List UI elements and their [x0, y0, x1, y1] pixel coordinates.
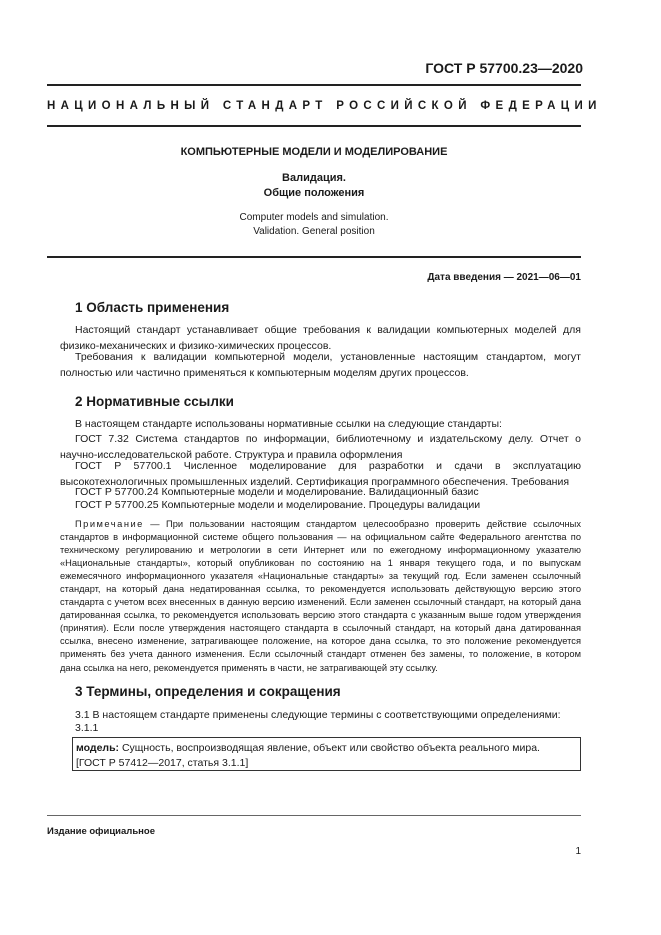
- document-title: КОМПЬЮТЕРНЫЕ МОДЕЛИ И МОДЕЛИРОВАНИЕ: [180, 146, 448, 158]
- section-1-heading: 1 Область применения: [75, 300, 230, 315]
- definition-text: Сущность, воспроизводящая явление, объект или свойство объекта реального мира.: [119, 742, 540, 754]
- title-rule: [47, 256, 581, 258]
- reference-gost-57700-24: ГОСТ Р 57700.24 Компьютерные модели и моделирование. Валидационный базис: [75, 486, 479, 498]
- introduction-date: Дата введения — 2021—06—01: [427, 272, 581, 283]
- footer-rule: [47, 815, 581, 816]
- section-1-paragraph-2: Требования к валидации компьютерной модели, установленные настоящим стандартом, могут полностью или частично применяться к компьютерным моделям других процессов.: [60, 351, 581, 379]
- term-number: 3.1.1: [75, 722, 99, 734]
- reference-gost-7-32: ГОСТ 7.32 Система стандартов по информации, библиотечному и издательскому делу. Отчет о научно-исследовательской работе. Структура и правила оформления: [60, 433, 581, 461]
- english-title-line-2: Validation. General position: [253, 226, 375, 237]
- section-3-heading: 3 Термины, определения и сокращения: [75, 684, 341, 699]
- official-edition-label: Издание официальное: [47, 826, 155, 837]
- national-standard-banner: НАЦИОНАЛЬНЫЙ СТАНДАРТ РОССИЙСКОЙ ФЕДЕРАЦИИ: [47, 100, 602, 112]
- banner-rule: [47, 125, 581, 127]
- section-2-heading: 2 Нормативные ссылки: [75, 394, 234, 409]
- note-text: — При пользовании настоящим стандартом целесообразно проверить действие ссылочных стандартов в информационной системе общего пользования — на официальном сайте Федерального агентства по техническому регулированию и метрологии в сети Интернет или по ежегодному информационному указателю «Национальные стандарты», который опубликован по состоянию на 1 января текущего года, и по выпускам ежемесячного информационного указателя «Национальные стандарты» за текущий год. Если заменен ссылочный стандарт, на который дана недатированная ссылка, то рекомендуется использовать действующую версию этого стандарта с учетом всех внесенных в данную версию изменений. Если заменен ссылочный стандарт, на который дана датированная ссылка, то рекомендуется использовать версию этого стандарта с указанным выше годом утверждения (принятия). Если после утверждения настоящего стандарта в ссылочный стандарт, на который дана датированная ссылка, внесено изменение, затрагивающее положение, на которое дана ссылка, то это положение рекомендуется применять без учета данного изменения. Если ссылочный стандарт отменен без замены, то положение, в котором дана ссылка на него, рекомендуется применять в части, не затрагивающей эту ссылку.: [60, 519, 581, 673]
- reference-gost-57700-25: ГОСТ Р 57700.25 Компьютерные модели и моделирование. Процедуры валидации: [75, 499, 481, 511]
- subtitle-line-2: Общие положения: [263, 187, 365, 199]
- section-1-paragraph-1: Настоящий стандарт устанавливает общие требования к валидации компьютерных моделей для физико-механических и физико-химических процессов.: [60, 324, 581, 352]
- note-label: Примечание: [75, 519, 144, 529]
- document-subtitle: [47, 171, 581, 201]
- definition-term: модель:: [76, 742, 120, 754]
- english-title-line-1: Computer models and simulation.: [239, 212, 389, 223]
- definition-box: [72, 737, 581, 771]
- subtitle-line-1: Валидация.: [282, 172, 346, 184]
- definition-line: [76, 741, 577, 756]
- english-title: [47, 211, 581, 239]
- section-3-paragraph-1: 3.1 В настоящем стандарте применены следующие термины с соответствующими определениями:: [75, 709, 561, 721]
- page-number: 1: [575, 846, 581, 857]
- definition-source: [ГОСТ Р 57412—2017, статья 3.1.1]: [76, 757, 249, 769]
- reference-gost-57700-1: ГОСТ Р 57700.1 Численное моделирование для разработки и сдачи в эксплуатацию высокотехнологичных промышленных изделий. Сертификация программного обеспечения. Требования: [60, 460, 581, 488]
- standard-number: ГОСТ Р 57700.23—2020: [425, 60, 583, 76]
- note-paragraph: [60, 518, 581, 675]
- section-2-paragraph-1: В настоящем стандарте использованы нормативные ссылки на следующие стандарты:: [75, 418, 502, 430]
- top-rule: [47, 84, 581, 86]
